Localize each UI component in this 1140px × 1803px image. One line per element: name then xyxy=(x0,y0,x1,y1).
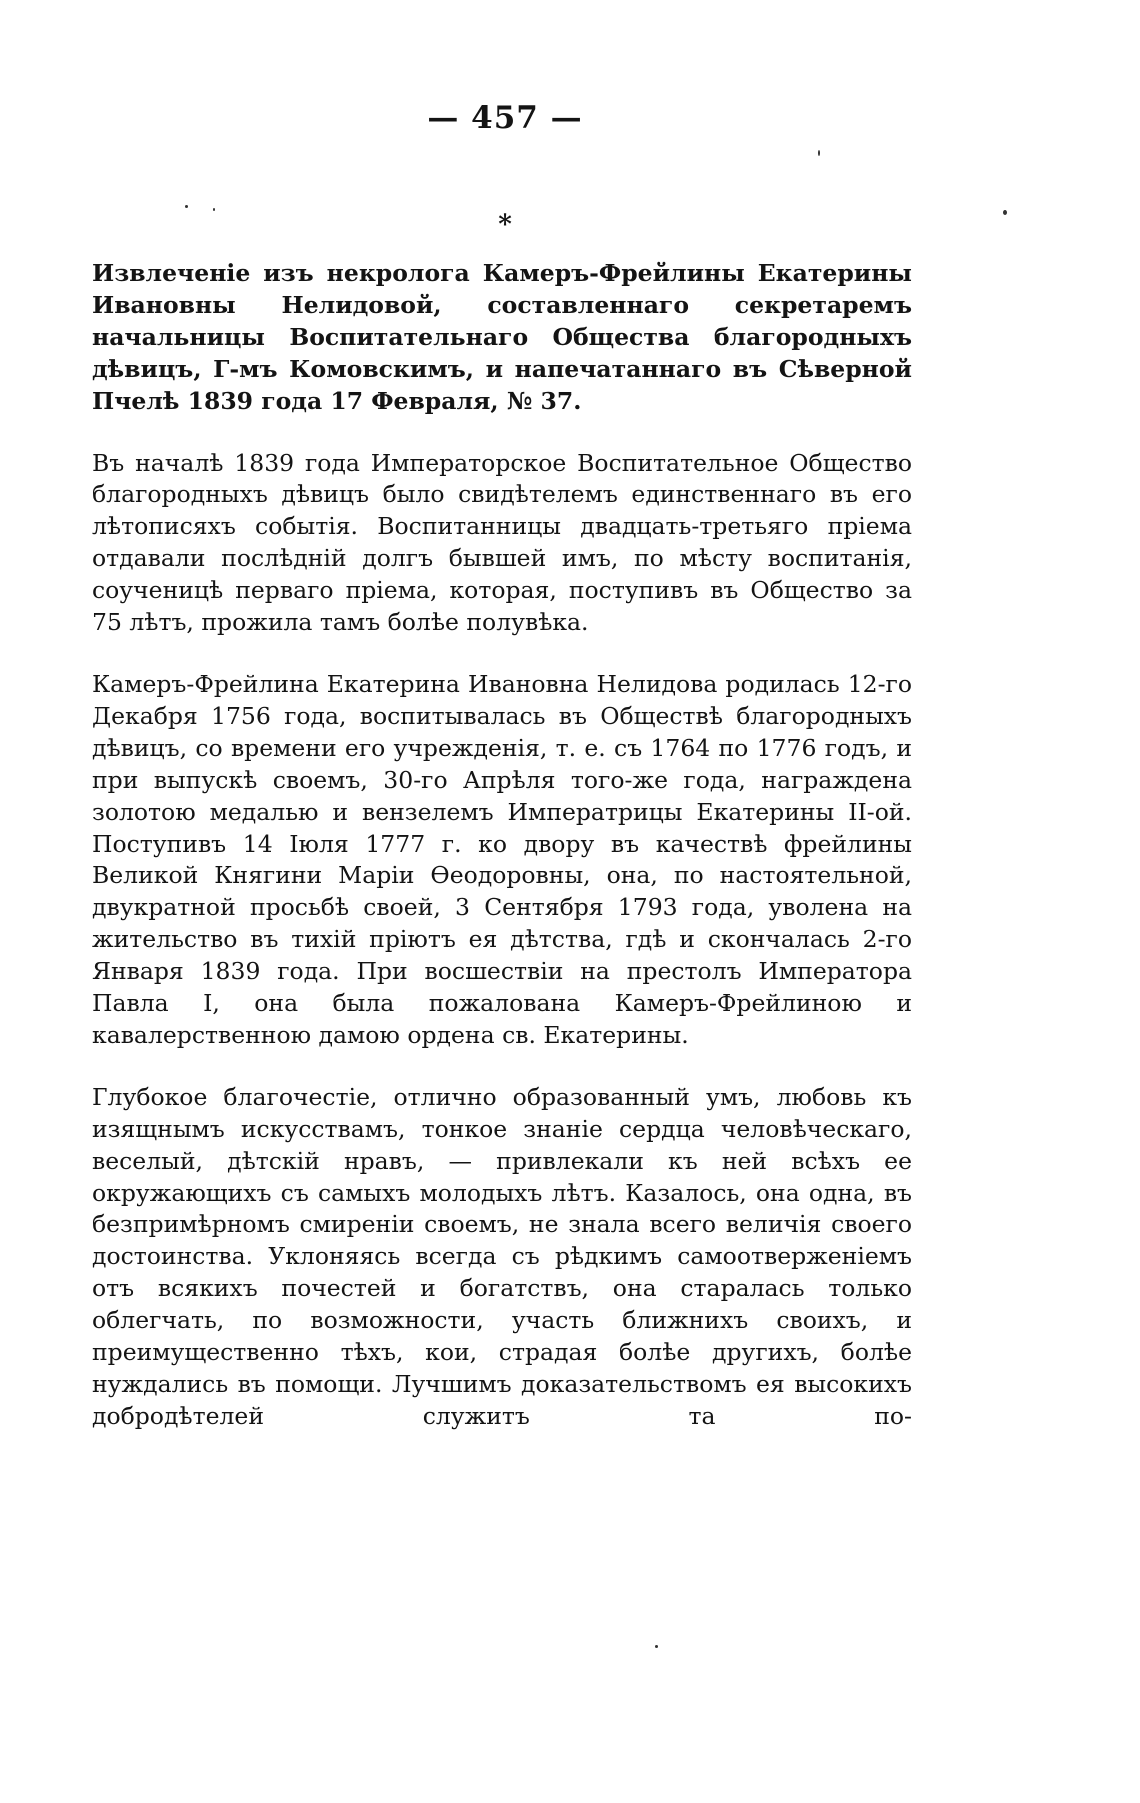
paragraph-1: Въ началѣ 1839 года Императорское Воспитательное Общество благородныхъ дѣвицъ было свидѣтелемъ единственнаго въ его лѣтописяхъ событія. Воспитанницы двадцать-третьяго пріема отдавали послѣдній долгъ бывшей имъ, по мѣсту воспитанія, соученицѣ перваго пріема, которая, поступивъ въ Общество за 75 лѣтъ, прожила тамъ болѣе полувѣка. xyxy=(92,448,912,637)
scan-speck xyxy=(655,1645,658,1648)
paragraph-2: Камеръ-Фрейлина Екатерина Ивановна Нелидова родилась 12-го Декабря 1756 года, воспитывалась въ Обществѣ благородныхъ дѣвицъ, со времени его учрежденія, т. е. съ 1764 по 1776 годъ, и при выпускѣ своемъ, 30-го Апрѣля того-же года, награждена золотою медалью и вензелемъ Императрицы Екатерины II-ой. Поступивъ 14 Іюля 1777 г. ко двору въ качествѣ фрейлины Великой Княгини Маріи Ѳеодоровны, она, по настоятельной, двукратной просьбѣ своей, 3 Сентября 1793 года, уволена на жительство въ тихій пріютъ ея дѣтства, гдѣ и скончалась 2-го Января 1839 года. При восшествіи на престолъ Императора Павла I, она была пожалована Камеръ-Фрейлиною и кавалерственною дамою ордена св. Екатерины. xyxy=(92,669,912,1049)
scan-speck xyxy=(1003,210,1007,215)
body-text xyxy=(92,258,912,1463)
scan-speck xyxy=(185,205,188,208)
scan-speck xyxy=(213,208,215,211)
scan-speck xyxy=(818,150,820,156)
page-number: — 457 — xyxy=(427,100,583,136)
paragraph-3: Глубокое благочестіе, отлично образованный умъ, любовь къ изящнымъ искусствамъ, тонкое знаніе сердца человѣческаго, веселый, дѣтскій нравъ, — привлекали къ ней всѣхъ ее окружающихъ съ самыхъ молодыхъ лѣтъ. Казалось, она одна, въ безпримѣрномъ смиреніи своемъ, не знала всего величія своего достоинства. Уклоняясь всегда съ рѣдкимъ самоотверженіемъ отъ всякихъ почестей и богатствъ, она старалась только облегчать, по возможности, участь ближнихъ своихъ, и преимущественно тѣхъ, кои, страдая болѣе другихъ, болѣе нуждались въ помощи. Лучшимъ доказательствомъ ея высокихъ добродѣтелей служитъ та по- xyxy=(92,1082,912,1430)
ornament-asterisk: * xyxy=(498,210,512,240)
excerpt-heading: Извлеченіе изъ некролога Камеръ-Фрейлины Екатерины Ивановны Нелидовой, составленнаго секретаремъ начальницы Воспитательнаго Общества благородныхъ дѣвицъ, Г-мъ Комовскимъ, и напечатаннаго въ Сѣверной Пчелѣ 1839 года 17 Февраля, № 37. xyxy=(92,259,912,415)
